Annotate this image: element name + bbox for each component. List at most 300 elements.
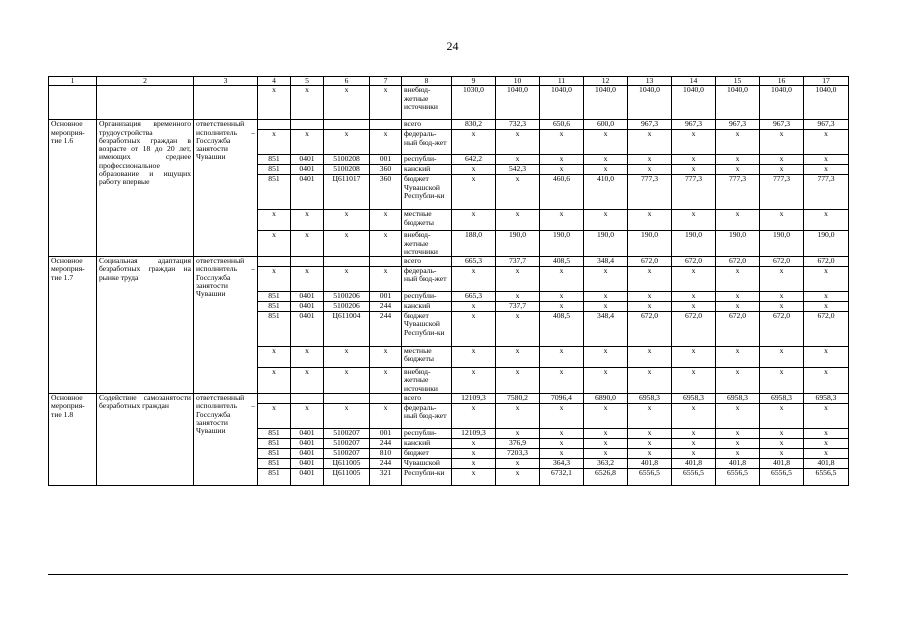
code-cell: 851 bbox=[258, 292, 291, 302]
value-cell: 376,9 bbox=[496, 439, 540, 449]
code-cell: 321 bbox=[370, 469, 402, 486]
value-cell: x bbox=[452, 404, 496, 429]
value-cell: x bbox=[628, 368, 672, 394]
value-cell: x bbox=[540, 210, 584, 231]
value-cell: x bbox=[452, 302, 496, 312]
column-header: 17 bbox=[804, 77, 849, 86]
value-cell: 1040,0 bbox=[584, 86, 628, 120]
value-cell: 665,3 bbox=[452, 292, 496, 302]
value-cell: x bbox=[540, 368, 584, 394]
code-cell: 001 bbox=[370, 429, 402, 439]
code-cell: x bbox=[370, 368, 402, 394]
code-cell: 5100206 bbox=[324, 302, 370, 312]
value-cell: 777,3 bbox=[672, 175, 716, 210]
value-cell: x bbox=[628, 302, 672, 312]
value-cell: x bbox=[540, 449, 584, 459]
value-cell: 672,0 bbox=[804, 312, 849, 347]
code-cell bbox=[258, 394, 291, 404]
value-cell: 6958,3 bbox=[672, 394, 716, 404]
value-cell: 401,8 bbox=[628, 459, 672, 469]
value-cell: 542,3 bbox=[496, 165, 540, 175]
code-cell: x bbox=[291, 210, 324, 231]
value-cell: 190,0 bbox=[804, 231, 849, 257]
value-cell: 12109,3 bbox=[452, 429, 496, 439]
value-cell: x bbox=[628, 449, 672, 459]
value-cell: 777,3 bbox=[804, 175, 849, 210]
code-cell: 360 bbox=[370, 165, 402, 175]
source-cell: республи- bbox=[402, 429, 452, 439]
value-cell: x bbox=[760, 292, 804, 302]
value-cell: x bbox=[584, 210, 628, 231]
code-cell: 5100207 bbox=[324, 429, 370, 439]
value-cell: 967,3 bbox=[672, 120, 716, 130]
activity-type: Основное мероприя-тие 1.7 bbox=[49, 257, 97, 394]
empty-cell bbox=[49, 86, 97, 120]
code-cell: Ц611005 bbox=[324, 459, 370, 469]
value-cell: x bbox=[804, 292, 849, 302]
code-cell: 851 bbox=[258, 165, 291, 175]
value-cell: x bbox=[452, 267, 496, 292]
value-cell: 408,5 bbox=[540, 312, 584, 347]
value-cell: x bbox=[716, 404, 760, 429]
value-cell: x bbox=[628, 155, 672, 165]
value-cell: x bbox=[716, 449, 760, 459]
value-cell: x bbox=[452, 312, 496, 347]
column-header: 7 bbox=[370, 77, 402, 86]
value-cell: x bbox=[540, 439, 584, 449]
value-cell: 777,3 bbox=[760, 175, 804, 210]
source-cell: местные бюджеты bbox=[402, 347, 452, 368]
code-cell: x bbox=[258, 368, 291, 394]
value-cell: x bbox=[672, 302, 716, 312]
value-cell: x bbox=[804, 155, 849, 165]
code-cell: x bbox=[370, 231, 402, 257]
value-cell: x bbox=[584, 292, 628, 302]
value-cell: x bbox=[452, 210, 496, 231]
value-cell: 777,3 bbox=[628, 175, 672, 210]
value-cell: 6890,0 bbox=[584, 394, 628, 404]
value-cell: x bbox=[540, 267, 584, 292]
code-cell: x bbox=[324, 404, 370, 429]
value-cell: 672,0 bbox=[628, 257, 672, 267]
code-cell: x bbox=[370, 86, 402, 120]
value-cell: x bbox=[760, 439, 804, 449]
value-cell: 6556,5 bbox=[760, 469, 804, 486]
value-cell: x bbox=[496, 267, 540, 292]
code-cell: x bbox=[324, 267, 370, 292]
value-cell: 348,4 bbox=[584, 312, 628, 347]
code-cell: 0401 bbox=[291, 312, 324, 347]
value-cell: 732,3 bbox=[496, 120, 540, 130]
value-cell: 672,0 bbox=[628, 312, 672, 347]
value-cell: x bbox=[672, 165, 716, 175]
code-cell: 0401 bbox=[291, 429, 324, 439]
column-header: 8 bbox=[402, 77, 452, 86]
column-header: 14 bbox=[672, 77, 716, 86]
value-cell: 190,0 bbox=[716, 231, 760, 257]
value-cell: x bbox=[716, 429, 760, 439]
value-cell: 6958,3 bbox=[716, 394, 760, 404]
value-cell: x bbox=[496, 347, 540, 368]
value-cell: x bbox=[452, 469, 496, 486]
empty-cell bbox=[97, 86, 194, 120]
value-cell: 967,3 bbox=[716, 120, 760, 130]
value-cell: 672,0 bbox=[760, 257, 804, 267]
value-cell: 672,0 bbox=[672, 257, 716, 267]
code-cell bbox=[370, 394, 402, 404]
code-cell: x bbox=[258, 210, 291, 231]
value-cell: 672,0 bbox=[672, 312, 716, 347]
value-cell: 190,0 bbox=[540, 231, 584, 257]
code-cell: Ц611017 bbox=[324, 175, 370, 210]
value-cell: x bbox=[452, 347, 496, 368]
value-cell: x bbox=[804, 439, 849, 449]
value-cell: 401,8 bbox=[760, 459, 804, 469]
value-cell: 967,3 bbox=[628, 120, 672, 130]
value-cell: x bbox=[804, 368, 849, 394]
value-cell: 7203,3 bbox=[496, 449, 540, 459]
code-cell: 244 bbox=[370, 439, 402, 449]
value-cell: x bbox=[584, 267, 628, 292]
value-cell: 672,0 bbox=[760, 312, 804, 347]
column-header: 10 bbox=[496, 77, 540, 86]
code-cell bbox=[258, 120, 291, 130]
value-cell: x bbox=[760, 267, 804, 292]
value-cell: 6556,5 bbox=[716, 469, 760, 486]
source-cell: канский bbox=[402, 439, 452, 449]
value-cell: x bbox=[760, 347, 804, 368]
value-cell: x bbox=[540, 130, 584, 155]
value-cell: x bbox=[804, 130, 849, 155]
code-cell: x bbox=[291, 86, 324, 120]
value-cell: x bbox=[628, 210, 672, 231]
code-cell: 810 bbox=[370, 449, 402, 459]
value-cell: x bbox=[804, 429, 849, 439]
value-cell: 6732,1 bbox=[540, 469, 584, 486]
value-cell: x bbox=[452, 459, 496, 469]
value-cell: x bbox=[452, 165, 496, 175]
value-cell: 410,0 bbox=[584, 175, 628, 210]
code-cell: x bbox=[324, 210, 370, 231]
code-cell bbox=[370, 120, 402, 130]
activity-name: Социальная адаптация безработных граждан на рынке труда bbox=[97, 257, 194, 394]
value-cell: 460,6 bbox=[540, 175, 584, 210]
value-cell: x bbox=[760, 302, 804, 312]
value-cell: x bbox=[760, 155, 804, 165]
code-cell: 360 bbox=[370, 175, 402, 210]
column-header: 15 bbox=[716, 77, 760, 86]
code-cell: x bbox=[370, 347, 402, 368]
value-cell: x bbox=[540, 347, 584, 368]
value-cell: x bbox=[672, 130, 716, 155]
value-cell: x bbox=[452, 368, 496, 394]
code-cell: 851 bbox=[258, 312, 291, 347]
code-cell: 0401 bbox=[291, 459, 324, 469]
source-cell: всего bbox=[402, 394, 452, 404]
column-header: 9 bbox=[452, 77, 496, 86]
code-cell: x bbox=[291, 130, 324, 155]
code-cell bbox=[324, 394, 370, 404]
code-cell bbox=[291, 257, 324, 267]
source-cell: Чувашской bbox=[402, 459, 452, 469]
value-cell: x bbox=[452, 439, 496, 449]
code-cell: x bbox=[258, 347, 291, 368]
value-cell: x bbox=[496, 155, 540, 165]
code-cell: 851 bbox=[258, 155, 291, 165]
activity-name: Организация временного трудоустройства безработных граждан в возрасте от 18 до 20 лет, имеющих среднее профессиональное образование и ищущих работу впервые bbox=[97, 120, 194, 257]
source-cell: федераль-ный бюд-жет bbox=[402, 404, 452, 429]
code-cell: x bbox=[291, 368, 324, 394]
value-cell: x bbox=[672, 449, 716, 459]
activity-executor: ответственный исполнитель – Госслужба занятости Чувашии bbox=[194, 257, 258, 394]
value-cell: x bbox=[672, 292, 716, 302]
value-cell: x bbox=[628, 429, 672, 439]
code-cell: x bbox=[324, 347, 370, 368]
value-cell: 642,2 bbox=[452, 155, 496, 165]
budget-table-container bbox=[48, 76, 848, 486]
header-row bbox=[49, 77, 849, 86]
code-cell: 0401 bbox=[291, 292, 324, 302]
table-row bbox=[49, 86, 849, 120]
code-cell: 5100207 bbox=[324, 449, 370, 459]
value-cell: 188,0 bbox=[452, 231, 496, 257]
value-cell: x bbox=[496, 175, 540, 210]
code-cell: x bbox=[291, 404, 324, 429]
table-row bbox=[49, 394, 849, 404]
value-cell: 7580,2 bbox=[496, 394, 540, 404]
code-cell: 0401 bbox=[291, 175, 324, 210]
code-cell: 244 bbox=[370, 312, 402, 347]
value-cell: 6526,8 bbox=[584, 469, 628, 486]
column-header: 2 bbox=[97, 77, 194, 86]
value-cell: x bbox=[496, 292, 540, 302]
page-number: 24 bbox=[446, 39, 459, 53]
source-cell: федераль-ный бюд-жет bbox=[402, 130, 452, 155]
column-header: 12 bbox=[584, 77, 628, 86]
code-cell bbox=[370, 257, 402, 267]
code-cell: 5100206 bbox=[324, 292, 370, 302]
value-cell: x bbox=[672, 210, 716, 231]
value-cell: x bbox=[716, 347, 760, 368]
value-cell: x bbox=[716, 165, 760, 175]
code-cell: 0401 bbox=[291, 302, 324, 312]
source-cell: бюджет Чувашской Республи-ки bbox=[402, 175, 452, 210]
code-cell: x bbox=[291, 347, 324, 368]
source-cell: бюджет bbox=[402, 449, 452, 459]
value-cell: 6958,3 bbox=[804, 394, 849, 404]
value-cell: x bbox=[540, 155, 584, 165]
table-row bbox=[49, 257, 849, 267]
value-cell: x bbox=[804, 347, 849, 368]
code-cell: x bbox=[370, 404, 402, 429]
value-cell: x bbox=[540, 302, 584, 312]
code-cell: x bbox=[258, 404, 291, 429]
code-cell: 851 bbox=[258, 439, 291, 449]
code-cell: 851 bbox=[258, 459, 291, 469]
value-cell: x bbox=[716, 267, 760, 292]
activity-name: Содействие самозанятости безработных граждан bbox=[97, 394, 194, 486]
value-cell: 1040,0 bbox=[760, 86, 804, 120]
value-cell: x bbox=[672, 347, 716, 368]
value-cell: 1040,0 bbox=[540, 86, 584, 120]
value-cell: 7096,4 bbox=[540, 394, 584, 404]
value-cell: x bbox=[804, 449, 849, 459]
value-cell: x bbox=[716, 155, 760, 165]
value-cell: 6556,5 bbox=[672, 469, 716, 486]
code-cell: x bbox=[258, 130, 291, 155]
value-cell: x bbox=[628, 165, 672, 175]
source-cell: внебюд-жетные источники bbox=[402, 231, 452, 257]
code-cell: 0401 bbox=[291, 469, 324, 486]
value-cell: x bbox=[804, 267, 849, 292]
value-cell: x bbox=[584, 449, 628, 459]
code-cell: Ц611004 bbox=[324, 312, 370, 347]
value-cell: 6556,5 bbox=[628, 469, 672, 486]
value-cell: 408,5 bbox=[540, 257, 584, 267]
value-cell: 348,4 bbox=[584, 257, 628, 267]
value-cell: x bbox=[496, 459, 540, 469]
value-cell: 737,7 bbox=[496, 302, 540, 312]
budget-table bbox=[48, 76, 849, 486]
value-cell: 364,3 bbox=[540, 459, 584, 469]
value-cell: x bbox=[584, 130, 628, 155]
value-cell: x bbox=[496, 404, 540, 429]
value-cell: x bbox=[672, 155, 716, 165]
value-cell: 190,0 bbox=[584, 231, 628, 257]
value-cell: x bbox=[628, 267, 672, 292]
source-cell: бюджет Чувашской Республи-ки bbox=[402, 312, 452, 347]
value-cell: 672,0 bbox=[804, 257, 849, 267]
source-cell: канский bbox=[402, 302, 452, 312]
code-cell: 5100208 bbox=[324, 155, 370, 165]
code-cell: x bbox=[324, 368, 370, 394]
value-cell: 777,3 bbox=[716, 175, 760, 210]
value-cell: x bbox=[452, 449, 496, 459]
value-cell: 363,2 bbox=[584, 459, 628, 469]
value-cell: x bbox=[584, 368, 628, 394]
value-cell: x bbox=[760, 368, 804, 394]
column-header: 11 bbox=[540, 77, 584, 86]
code-cell: 001 bbox=[370, 292, 402, 302]
value-cell: x bbox=[628, 347, 672, 368]
code-cell bbox=[291, 120, 324, 130]
value-cell: x bbox=[540, 404, 584, 429]
value-cell: x bbox=[804, 404, 849, 429]
value-cell: 650,6 bbox=[540, 120, 584, 130]
value-cell: x bbox=[760, 210, 804, 231]
source-cell: Республи-ки bbox=[402, 469, 452, 486]
source-cell: всего bbox=[402, 257, 452, 267]
value-cell: 1040,0 bbox=[496, 86, 540, 120]
code-cell: x bbox=[291, 267, 324, 292]
activity-executor: ответственный исполнитель – Госслужба занятости Чувашии bbox=[194, 120, 258, 257]
value-cell: 665,3 bbox=[452, 257, 496, 267]
source-cell: внебюд-жетные источники bbox=[402, 368, 452, 394]
code-cell bbox=[291, 394, 324, 404]
value-cell: x bbox=[584, 439, 628, 449]
value-cell: x bbox=[496, 368, 540, 394]
code-cell: x bbox=[324, 130, 370, 155]
value-cell: 1030,0 bbox=[452, 86, 496, 120]
value-cell: 737,7 bbox=[496, 257, 540, 267]
value-cell: x bbox=[628, 439, 672, 449]
value-cell: 1040,0 bbox=[628, 86, 672, 120]
column-header: 6 bbox=[324, 77, 370, 86]
value-cell: x bbox=[672, 267, 716, 292]
value-cell: 401,8 bbox=[672, 459, 716, 469]
source-cell: республи- bbox=[402, 292, 452, 302]
code-cell: x bbox=[258, 231, 291, 257]
value-cell: 6958,3 bbox=[628, 394, 672, 404]
value-cell: x bbox=[496, 469, 540, 486]
code-cell bbox=[324, 120, 370, 130]
table-body bbox=[49, 77, 849, 486]
value-cell: x bbox=[584, 165, 628, 175]
activity-executor: ответственный исполнитель – Госслужба занятости Чувашии bbox=[194, 394, 258, 486]
column-header: 5 bbox=[291, 77, 324, 86]
column-header: 1 bbox=[49, 77, 97, 86]
value-cell: x bbox=[672, 368, 716, 394]
bottom-rule bbox=[48, 574, 848, 575]
value-cell: x bbox=[452, 175, 496, 210]
value-cell: x bbox=[716, 368, 760, 394]
code-cell: 0401 bbox=[291, 439, 324, 449]
code-cell: x bbox=[324, 86, 370, 120]
code-cell: 244 bbox=[370, 302, 402, 312]
value-cell: x bbox=[716, 210, 760, 231]
column-header: 4 bbox=[258, 77, 291, 86]
value-cell: 600,0 bbox=[584, 120, 628, 130]
value-cell: x bbox=[496, 312, 540, 347]
value-cell: x bbox=[628, 130, 672, 155]
value-cell: x bbox=[540, 429, 584, 439]
value-cell: x bbox=[496, 429, 540, 439]
value-cell: 830,2 bbox=[452, 120, 496, 130]
value-cell: x bbox=[496, 210, 540, 231]
code-cell: 244 bbox=[370, 459, 402, 469]
value-cell: x bbox=[540, 165, 584, 175]
value-cell: 1040,0 bbox=[804, 86, 849, 120]
source-cell: всего bbox=[402, 120, 452, 130]
value-cell: x bbox=[628, 292, 672, 302]
value-cell: x bbox=[716, 439, 760, 449]
value-cell: x bbox=[584, 155, 628, 165]
value-cell: x bbox=[584, 429, 628, 439]
value-cell: 401,8 bbox=[716, 459, 760, 469]
value-cell: x bbox=[584, 302, 628, 312]
code-cell: x bbox=[258, 267, 291, 292]
code-cell: x bbox=[370, 130, 402, 155]
code-cell: x bbox=[370, 210, 402, 231]
code-cell: 851 bbox=[258, 429, 291, 439]
value-cell: 6556,5 bbox=[804, 469, 849, 486]
value-cell: 401,8 bbox=[804, 459, 849, 469]
value-cell: x bbox=[540, 292, 584, 302]
value-cell: x bbox=[672, 429, 716, 439]
value-cell: x bbox=[760, 165, 804, 175]
value-cell: x bbox=[804, 165, 849, 175]
value-cell: x bbox=[584, 404, 628, 429]
value-cell: x bbox=[672, 439, 716, 449]
activity-type: Основное мероприя-тие 1.8 bbox=[49, 394, 97, 486]
code-cell: x bbox=[370, 267, 402, 292]
source-cell: местные бюджеты bbox=[402, 210, 452, 231]
code-cell: 851 bbox=[258, 449, 291, 459]
value-cell: x bbox=[804, 210, 849, 231]
value-cell: 6958,3 bbox=[760, 394, 804, 404]
value-cell: 967,3 bbox=[760, 120, 804, 130]
value-cell: x bbox=[452, 130, 496, 155]
